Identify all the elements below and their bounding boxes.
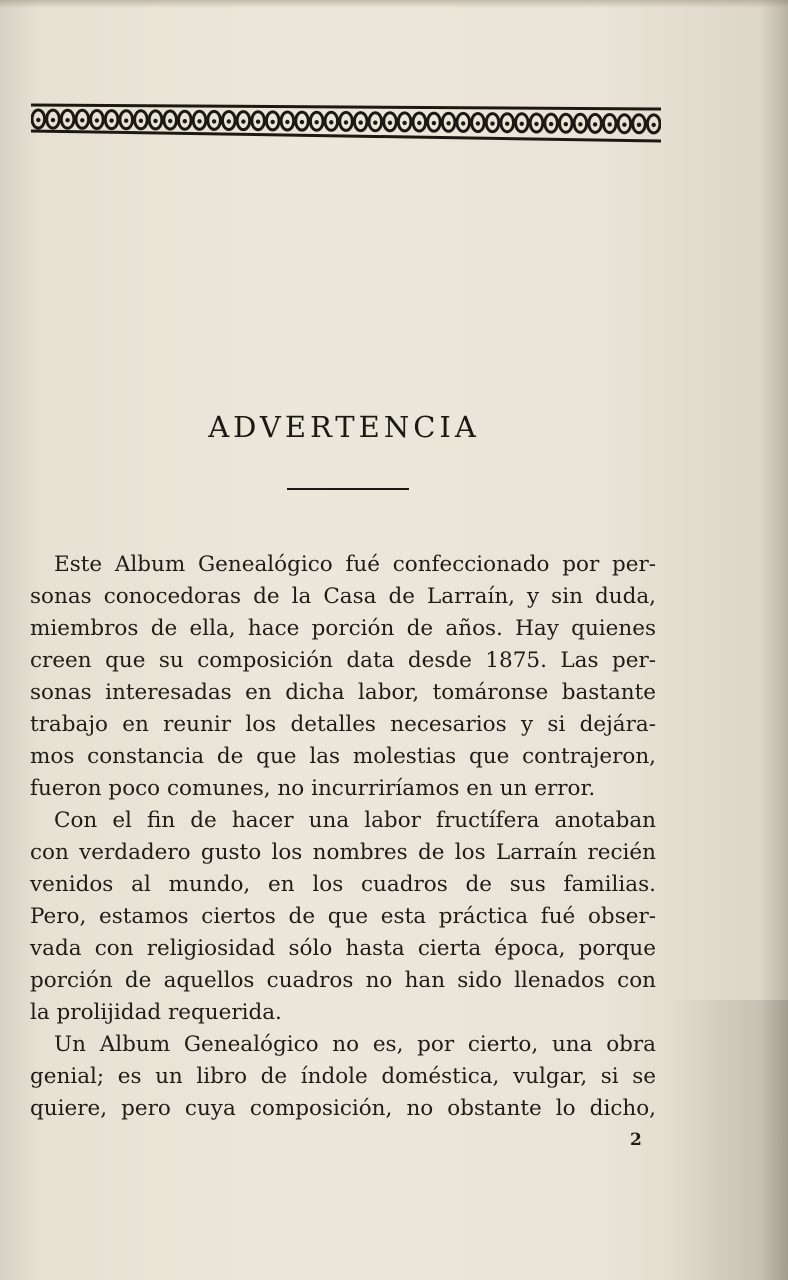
text-line: quiere, pero cuya composición, no obstante lo dicho, (30, 1096, 656, 1121)
ornament-top-rule (31, 105, 661, 109)
ornament-dot (549, 122, 553, 126)
ornament-dot (534, 122, 538, 126)
ornament-dot (593, 122, 597, 126)
text-line: genial; es un libro de índole doméstica, vulgar, si se (30, 1064, 656, 1089)
ornament-dot (36, 118, 40, 122)
ornament-dot (168, 119, 172, 123)
page-number: 2 (630, 1130, 642, 1150)
ornament-dot (622, 123, 626, 127)
ornament-dot (300, 120, 304, 124)
ornament-dot (65, 118, 69, 122)
ornament-dot (578, 122, 582, 126)
ornament-dot (373, 121, 377, 125)
ornament-dot (109, 118, 113, 122)
ornament-dot (227, 119, 231, 123)
page-top-shadow (0, 0, 788, 8)
ornament-dot (652, 123, 656, 127)
ornament-dot (95, 118, 99, 122)
ornament-dot (153, 119, 157, 123)
ornament-dot (197, 119, 201, 123)
ornament-dot (461, 121, 465, 125)
ornament-dot (285, 120, 289, 124)
ornament-dot (51, 118, 55, 122)
text-line: Este Album Genealógico fué confeccionado por per- (54, 552, 656, 577)
ornament-dot (256, 120, 260, 124)
ornament-dot (505, 122, 509, 126)
ornament-dot (139, 119, 143, 123)
text-line: Un Album Genealógico no es, por cierto, una obra (54, 1032, 656, 1057)
text-line: con verdadero gusto los nombres de los Larraín recién (30, 840, 656, 865)
ornament-dot (520, 122, 524, 126)
ornament-dot (432, 121, 436, 125)
ornament-dot (564, 122, 568, 126)
text-line: miembros de ella, hace porción de años. Hay quienes (30, 616, 656, 641)
ornament-dot (241, 119, 245, 123)
ornament-dot (359, 120, 363, 124)
page-title: ADVERTENCIA (208, 410, 480, 444)
ornament-dot (402, 121, 406, 125)
ornament-dot (388, 121, 392, 125)
ornament-dot (80, 118, 84, 122)
text-line: venidos al mundo, en los cuadros de sus familias. (30, 872, 656, 897)
ornament-dot (608, 122, 612, 126)
text-line: vada con religiosidad sólo hasta cierta época, porque (30, 936, 656, 961)
text-line: sonas conocedoras de la Casa de Larraín, y sin duda, (30, 584, 656, 609)
ornament-dot (446, 121, 450, 125)
body-text (30, 549, 656, 1125)
title-divider (287, 488, 409, 490)
text-line: porción de aquellos cuadros no han sido llenados con (30, 968, 656, 993)
text-line: sonas interesadas en dicha labor, tomáronse bastante (30, 680, 656, 705)
page-edge-shadow (668, 1000, 788, 1280)
ornament-dot (417, 121, 421, 125)
text-line: creen que su composición data desde 1875. Las per- (30, 648, 656, 673)
ornament-dot (212, 119, 216, 123)
ornament-dot (344, 120, 348, 124)
text-line: trabajo en reunir los detalles necesarios y si dejára- (30, 712, 656, 737)
text-line: Pero, estamos ciertos de que esta práctica fué obser- (30, 904, 656, 929)
ornament-dot (329, 120, 333, 124)
text-line: Con el fin de hacer una labor fructífera anotaban (54, 808, 656, 833)
ornament-dot (490, 121, 494, 125)
text-line: fueron poco comunes, no incurriríamos en un error. (30, 776, 596, 801)
text-line: mos constancia de que las molestias que contrajeron, (30, 744, 656, 769)
ornament-dot (124, 119, 128, 123)
ornament-dot (315, 120, 319, 124)
ornament-dot (271, 120, 275, 124)
chain-loop-border-ornament-icon (31, 97, 661, 147)
ornament-dot (183, 119, 187, 123)
text-line: la prolijidad requerida. (30, 1000, 282, 1025)
ornament-dot (476, 121, 480, 125)
ornament-dot (637, 123, 641, 127)
